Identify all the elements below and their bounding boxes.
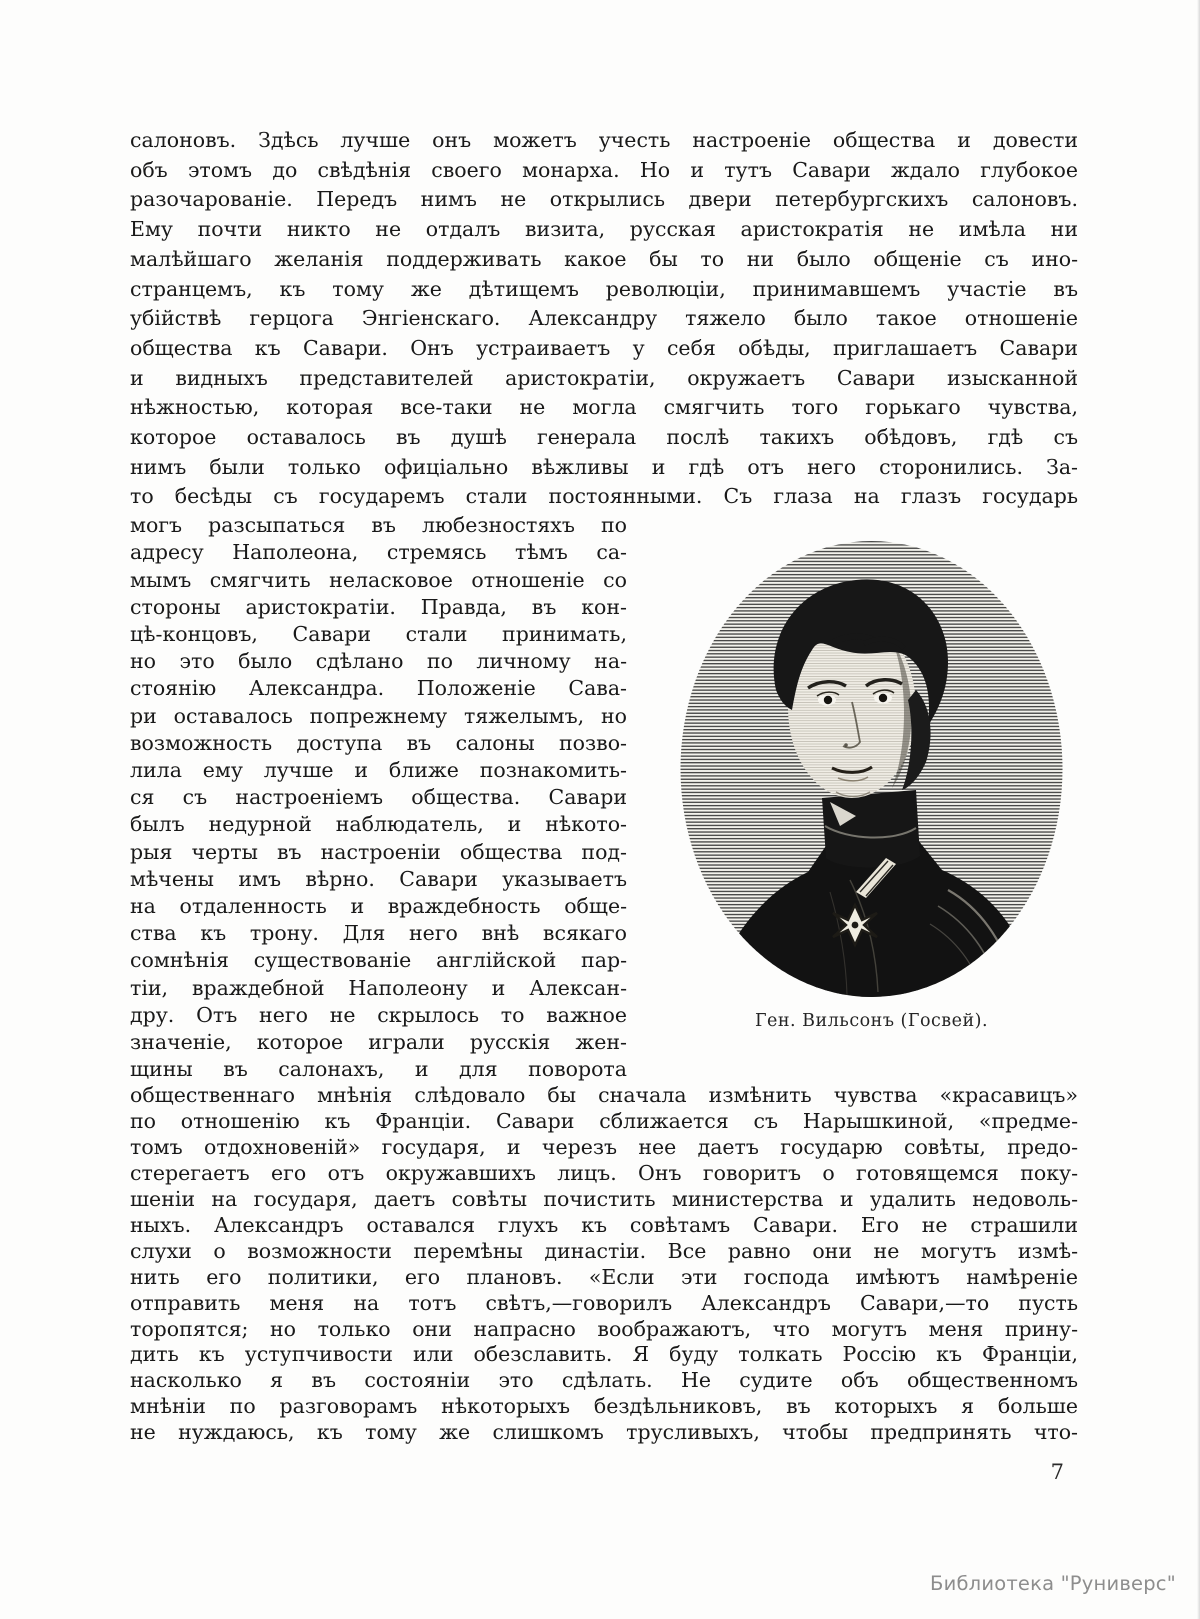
text-line: стерегаетъ его отъ окружавшихъ лицъ. Онъ говоритъ о готовящемся поку- [130,1161,1078,1186]
text-line: щины въ салонахъ, и для поворота [130,1057,627,1082]
paragraph-column [130,512,627,1083]
page-number: 7 [1050,1460,1064,1484]
paragraph-top [130,126,1078,512]
text-line: салоновъ. Здѣсь лучше онъ можетъ учесть настроеніе общества и довести [130,128,1078,152]
paragraph-bottom [130,1083,1078,1446]
text-line: убійствѣ герцога Энгіенскаго. Александру тяжело было такое отношеніе [130,306,1078,331]
text-line: томъ отдохновеній» государя, и черезъ нее даетъ государю совѣты, предо- [130,1135,1078,1160]
text-line: значеніе, которое играли русскія жен- [130,1030,627,1054]
text-line: ныхъ. Александръ оставался глухъ къ совѣтамъ Савари. Его не страшили [130,1212,1078,1237]
page-content [130,126,1078,1446]
text-line: стороны аристократіи. Правда, въ кон- [130,594,627,619]
text-line: тіи, враждебной Наполеону и Алексан- [130,975,627,1000]
text-line: которое оставалось въ душѣ генерала послѣ такихъ обѣдовъ, гдѣ съ [130,425,1078,450]
text-line: шеніи на государя, даетъ совѣты почистить министерства и удалить недоволь- [130,1187,1078,1212]
text-line: лила ему лучше и ближе познакомить- [130,757,627,782]
text-line: то бесѣды съ государемъ стали постоянными. Съ глаза на глазъ государь [130,484,1078,509]
figure [627,512,1078,1031]
text-line: но это было сдѣлано по личному на- [130,649,627,674]
text-line: слухи о возможности перемѣны династіи. Все равно они не могутъ измѣ- [130,1238,1078,1263]
text-line: нѣжностью, которая все-таки не могла смягчить того горькаго чувства, [130,395,1078,420]
text-line: мымъ смягчить неласковое отношеніе со [130,567,627,592]
text-line: общественнаго мнѣнія слѣдовало бы сначала измѣнить чувства «красавицъ» [130,1083,1078,1108]
text-line: дить къ уступчивости или обезславить. Я буду толкать Россію къ Франціи, [130,1342,1078,1367]
text-line: нимъ были только офиціально вѣжливы и гдѣ отъ него сторонились. За- [130,454,1078,479]
text-line: торопятся; но только они напрасно воображаютъ, что могутъ меня прину- [130,1316,1078,1341]
text-line: объ этомъ до свѣдѣнія своего монарха. Но и тутъ Савари ждало глубокое [130,157,1078,182]
text-line: рыя черты въ настроеніи общества под- [130,839,627,864]
text-line: малѣйшаго желанія поддерживать какое бы то ни было общеніе съ ино- [130,246,1078,271]
text-line: мѣчены имъ вѣрно. Савари указываетъ [130,866,627,891]
text-line: разочарованіе. Передъ нимъ не открылись двери петербургскихъ салоновъ. [130,187,1078,212]
text-line: ся съ настроеніемъ общества. Савари [130,785,627,810]
text-line: былъ недурной наблюдатель, и нѣкото- [130,812,627,837]
text-line: могъ разсыпаться въ любезностяхъ по [130,513,627,538]
text-line: по отношенію къ Франціи. Савари сближается съ Нарышкиной, «предме- [130,1109,1078,1134]
text-line: мнѣніи по разговорамъ нѣкоторыхъ бездѣльниковъ, въ которыхъ я больше [130,1394,1078,1419]
text-line: на отдаленность и враждебность обще- [130,893,627,918]
text-line: стоянію Александра. Положеніе Сава- [130,676,627,701]
text-line: и видныхъ представителей аристократіи, окружаетъ Савари изысканной [130,365,1078,390]
text-line: странцемъ, къ тому же дѣтищемъ революціи, принимавшемъ участіе въ [130,276,1078,301]
text-line: не нуждаюсь, къ тому же слишкомъ трусливыхъ, чтобы предпринять что- [130,1420,1078,1445]
text-line: ства къ трону. Для него внѣ всякаго [130,921,627,946]
middle-section [130,512,1078,1083]
text-line: возможность доступа въ салоны позво- [130,730,627,755]
library-watermark: Библиотека "Руниверс" [930,1572,1176,1595]
text-line: отправить меня на тотъ свѣтъ,—говорилъ Александръ Савари,—то пусть [130,1290,1078,1315]
text-line: насколько я въ состояніи это сдѣлать. Не судите объ общественномъ [130,1368,1078,1393]
text-line: ри оставалось попрежнему тяжелымъ, но [130,703,627,728]
text-line: нить его политики, его плановъ. «Если эти господа имѣютъ намѣреніе [130,1264,1078,1289]
text-line: дру. Отъ него не скрылось то важное [130,1002,627,1027]
text-line: общества къ Савари. Онъ устраиваетъ у себя обѣды, приглашаетъ Савари [130,335,1078,360]
text-line: адресу Наполеона, стремясь тѣмъ са- [130,540,627,565]
portrait-engraving-image [680,540,1063,998]
text-line: Ему почти никто не отдалъ визита, русская аристократія не имѣла ни [130,217,1078,242]
text-line: цѣ-концовъ, Савари стали принимать, [130,621,627,646]
figure-caption: Ген. Вильсонъ (Госвей). [754,1011,989,1032]
text-line: сомнѣнія существованіе англійской пар- [130,948,627,973]
